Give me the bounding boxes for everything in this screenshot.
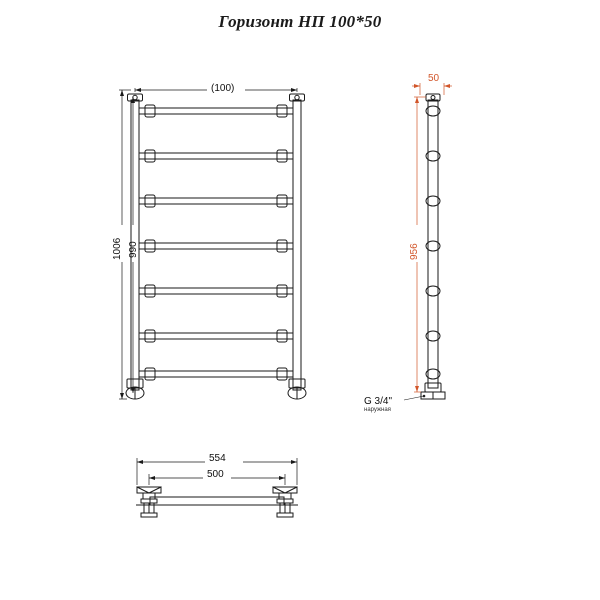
side-view-geometry <box>421 94 445 399</box>
dim-top-width-overall: 554 <box>209 453 226 464</box>
thread-callout-sublabel: наружная <box>364 407 391 413</box>
dim-front-height-outer: 1006 <box>112 237 123 260</box>
side-view-dimensions <box>412 83 452 392</box>
dim-front-height-inner: 990 <box>128 241 139 258</box>
top-view-geometry <box>136 487 298 517</box>
page-title: Горизонт НП 100*50 <box>218 12 382 31</box>
dim-side-depth: 50 <box>428 73 440 84</box>
dim-top-width-centers: 500 <box>207 469 224 480</box>
front-view-geometry <box>126 94 306 399</box>
thread-callout-label: G 3/4" <box>364 396 393 407</box>
dim-front-width: (100) <box>211 83 235 94</box>
dim-side-height: 956 <box>409 243 420 260</box>
